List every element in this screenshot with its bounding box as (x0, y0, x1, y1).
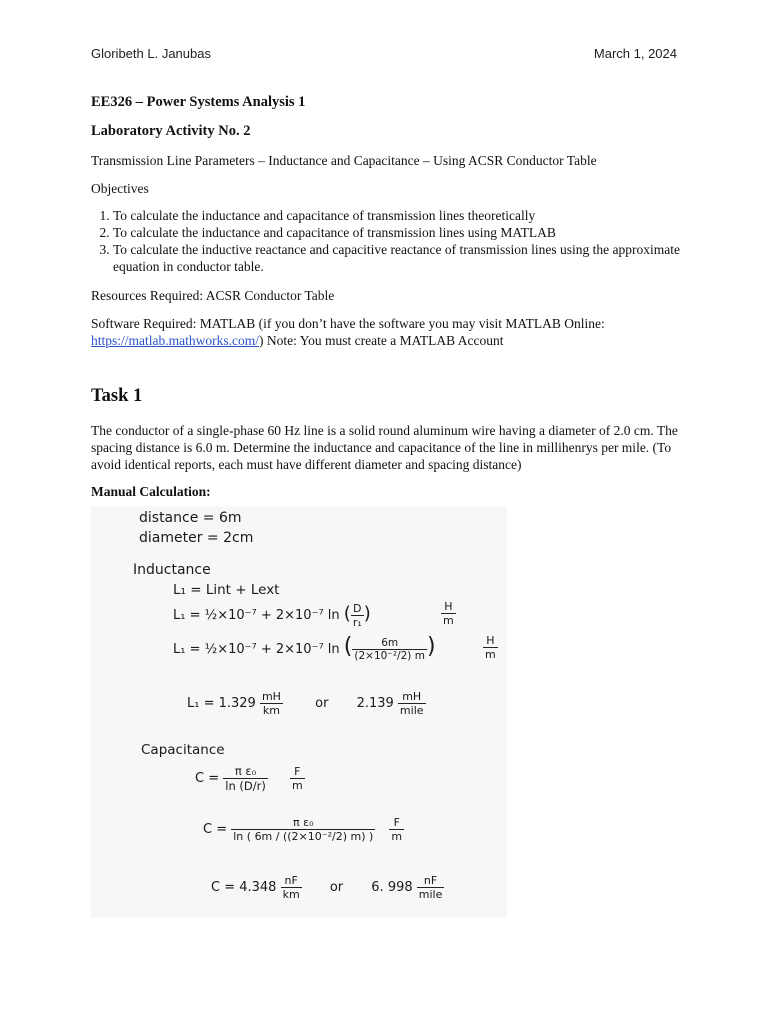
hw-capacitance-heading: Capacitance (141, 742, 225, 758)
hw-unit-h: H (441, 600, 456, 614)
hw-frac-den: (2×10⁻²/2) m (354, 650, 425, 662)
hw-l1-definition: L₁ = Lint + Lext (173, 582, 280, 598)
software-suffix: ) Note: You must create a MATLAB Account (258, 333, 504, 348)
hw-frac-num: D (351, 602, 364, 616)
hw-unit-h: H (483, 634, 498, 648)
hw-unit-h-per-m-1 (441, 600, 456, 627)
hw-unit-km: km (282, 888, 300, 901)
objective-item: 3. To calculate the inductive reactance and capacitive reactance of transmission lines using the approximate equation in conductor table. (113, 241, 681, 275)
manual-heading: Manual Calculation: (91, 484, 211, 499)
hw-c-num: π ε₀ (223, 764, 268, 779)
topic-line: Transmission Line Parameters – Inductance and Capacitance – Using ACSR Conductor Table (91, 153, 597, 168)
hw-diameter: diameter = 2cm (139, 530, 254, 546)
hw-unit-mh: mH (398, 690, 426, 704)
hw-unit-mile: mile (418, 888, 443, 901)
hw-unit-mile: mile (399, 704, 424, 717)
hw-c-result-b: 6. 998 (371, 880, 413, 895)
hw-unit-m: m (291, 779, 303, 792)
hw-unit-nf: nF (281, 874, 302, 888)
objectives-heading: Objectives (91, 181, 149, 196)
hw-c-den-b: ln ( 6m / ((2×10⁻²/2) m) ) (233, 830, 374, 843)
objective-item: 2. To calculate the inductance and capacitance of transmission lines using MATLAB (113, 224, 681, 241)
hw-unit-m: m (443, 614, 454, 627)
hw-l1-eq-b-text: L₁ = ½×10⁻⁷ + 2×10⁻⁷ ln (173, 642, 340, 657)
hw-l1-result-b: 2.139 (356, 696, 394, 711)
hw-or: or (315, 696, 329, 711)
hw-frac-num: 6m (352, 637, 427, 650)
hw-unit-f: F (389, 816, 404, 830)
handwritten-calculation-image (91, 506, 507, 918)
objectives-list (91, 207, 681, 275)
course-title: EE326 – Power Systems Analysis 1 (91, 94, 306, 110)
task-title: Task 1 (91, 386, 143, 406)
hw-c-eq-a-text: C = (195, 771, 220, 786)
hw-l1-result (187, 690, 426, 717)
resources-line: Resources Required: ACSR Conductor Table (91, 288, 335, 303)
hw-c-equation-a (195, 764, 305, 793)
hw-unit-mh: mH (261, 690, 281, 703)
hw-or: or (329, 880, 344, 895)
hw-inductance-heading: Inductance (133, 562, 211, 578)
hw-c-num: π ε₀ (231, 816, 375, 830)
hw-frac-den: r₁ (352, 616, 362, 629)
activity-title: Laboratory Activity No. 2 (91, 123, 251, 139)
hw-unit-nf: nF (417, 874, 445, 888)
hw-c-result (211, 874, 444, 901)
document-date: March 1, 2024 (593, 46, 677, 61)
author-name: Gloribeth L. Janubas (91, 46, 211, 61)
hw-distance: distance = 6m (139, 510, 242, 526)
objective-item: 1. To calculate the inductance and capacitance of transmission lines theoretically (113, 207, 681, 224)
hw-c-equation-b (203, 816, 404, 843)
software-prefix: Software Required: MATLAB (if you don’t have the software you may visit MATLAB Online: (91, 316, 605, 331)
hw-c-result-a: C = 4.348 (211, 880, 277, 895)
hw-unit-m: m (485, 648, 496, 661)
matlab-online-link[interactable]: https://matlab.mathworks.com/ (91, 333, 259, 348)
hw-c-eq-b-text: C = (203, 822, 228, 837)
hw-unit-km: km (262, 704, 281, 717)
hw-unit-f: F (290, 765, 305, 779)
hw-l1-eq-a-text: L₁ = ½×10⁻⁷ + 2×10⁻⁷ ln (173, 608, 340, 623)
hw-unit-h-per-m-2 (483, 634, 498, 661)
hw-c-den-a: ln (D/r) (225, 779, 266, 793)
hw-l1-result-a: L₁ = 1.329 (187, 696, 256, 711)
hw-unit-m: m (391, 830, 403, 843)
hw-l1-equation-b: L₁ = ½×10⁻⁷ + 2×10⁻⁷ ln ( $\frac{6m}{\text{(2×10⁻²/2) m}}$ ) (173, 634, 436, 662)
hw-l1-equation-a: L₁ = ½×10⁻⁷ + 2×10⁻⁷ ln ( $\frac{D}{\text{r₁}}$ ) (173, 602, 371, 629)
software-line (91, 315, 681, 349)
task-description: The conductor of a single-phase 60 Hz line is a solid round aluminum wire having a diameter of 2.0 cm. The spacing distance is 6.0 m. Determine the inductance and capacitance of the line in millihenrys per mile. (To avoid identical reports, each must have different diameter and spacing distance) (91, 423, 678, 472)
